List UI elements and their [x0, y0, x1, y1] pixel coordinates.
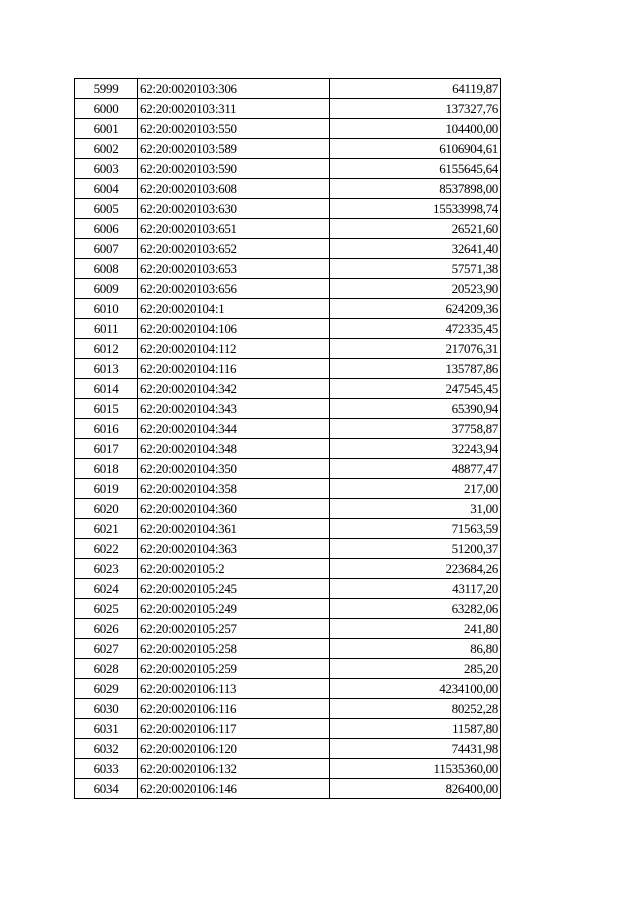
table-row — [75, 379, 501, 399]
row-number-cell: 6004 — [75, 179, 138, 199]
cadastral-number-cell: 62:20:0020106:146 — [138, 779, 330, 799]
value-cell: 15533998,74 — [330, 199, 501, 219]
cadastral-number-cell: 62:20:0020106:132 — [138, 759, 330, 779]
row-number-cell: 6026 — [75, 619, 138, 639]
row-number-cell: 6027 — [75, 639, 138, 659]
cadastral-number-cell: 62:20:0020103:608 — [138, 179, 330, 199]
cadastral-number-cell: 62:20:0020104:342 — [138, 379, 330, 399]
row-number-cell: 6001 — [75, 119, 138, 139]
cadastral-number-cell: 62:20:0020104:116 — [138, 359, 330, 379]
table-row — [75, 159, 501, 179]
row-number-cell: 6005 — [75, 199, 138, 219]
table-row — [75, 619, 501, 639]
cadastral-number-cell: 62:20:0020104:358 — [138, 479, 330, 499]
value-cell: 20523,90 — [330, 279, 501, 299]
row-number-cell: 6020 — [75, 499, 138, 519]
table-row — [75, 219, 501, 239]
table-row — [75, 699, 501, 719]
row-number-cell: 6031 — [75, 719, 138, 739]
value-cell: 65390,94 — [330, 399, 501, 419]
value-cell: 51200,37 — [330, 539, 501, 559]
value-cell: 137327,76 — [330, 99, 501, 119]
row-number-cell: 6012 — [75, 339, 138, 359]
value-cell: 4234100,00 — [330, 679, 501, 699]
value-cell: 57571,38 — [330, 259, 501, 279]
value-cell: 31,00 — [330, 499, 501, 519]
row-number-cell: 6010 — [75, 299, 138, 319]
table-row — [75, 79, 501, 99]
value-cell: 11587,80 — [330, 719, 501, 739]
cadastral-number-cell: 62:20:0020105:249 — [138, 599, 330, 619]
table-row — [75, 579, 501, 599]
table-row — [75, 759, 501, 779]
table-row — [75, 719, 501, 739]
row-number-cell: 6014 — [75, 379, 138, 399]
row-number-cell: 6028 — [75, 659, 138, 679]
row-number-cell: 6009 — [75, 279, 138, 299]
table-row — [75, 739, 501, 759]
cadastral-number-cell: 62:20:0020106:113 — [138, 679, 330, 699]
cadastral-number-cell: 62:20:0020103:653 — [138, 259, 330, 279]
cadastral-number-cell: 62:20:0020103:311 — [138, 99, 330, 119]
row-number-cell: 6023 — [75, 559, 138, 579]
table-row — [75, 259, 501, 279]
row-number-cell: 6008 — [75, 259, 138, 279]
value-cell: 63282,06 — [330, 599, 501, 619]
table-row — [75, 459, 501, 479]
row-number-cell: 6032 — [75, 739, 138, 759]
value-cell: 43117,20 — [330, 579, 501, 599]
value-cell: 71563,59 — [330, 519, 501, 539]
table-row — [75, 479, 501, 499]
table-row — [75, 439, 501, 459]
table-row — [75, 419, 501, 439]
table-row — [75, 99, 501, 119]
data-table — [74, 78, 501, 799]
value-cell: 217,00 — [330, 479, 501, 499]
table-row — [75, 659, 501, 679]
cadastral-number-cell: 62:20:0020104:350 — [138, 459, 330, 479]
row-number-cell: 6019 — [75, 479, 138, 499]
cadastral-number-cell: 62:20:0020105:245 — [138, 579, 330, 599]
table-row — [75, 539, 501, 559]
row-number-cell: 6002 — [75, 139, 138, 159]
table-row — [75, 299, 501, 319]
row-number-cell: 6006 — [75, 219, 138, 239]
table-row — [75, 519, 501, 539]
row-number-cell: 6029 — [75, 679, 138, 699]
value-cell: 472335,45 — [330, 319, 501, 339]
table-row — [75, 399, 501, 419]
value-cell: 6106904,61 — [330, 139, 501, 159]
value-cell: 48877,47 — [330, 459, 501, 479]
cadastral-number-cell: 62:20:0020106:117 — [138, 719, 330, 739]
table-body — [75, 79, 501, 799]
row-number-cell: 6024 — [75, 579, 138, 599]
value-cell: 64119,87 — [330, 79, 501, 99]
cadastral-number-cell: 62:20:0020104:361 — [138, 519, 330, 539]
value-cell: 135787,86 — [330, 359, 501, 379]
row-number-cell: 6021 — [75, 519, 138, 539]
cadastral-number-cell: 62:20:0020103:652 — [138, 239, 330, 259]
row-number-cell: 6000 — [75, 99, 138, 119]
table-row — [75, 319, 501, 339]
value-cell: 6155645,64 — [330, 159, 501, 179]
cadastral-number-cell: 62:20:0020103:589 — [138, 139, 330, 159]
row-number-cell: 6033 — [75, 759, 138, 779]
table-row — [75, 339, 501, 359]
value-cell: 11535360,00 — [330, 759, 501, 779]
table-row — [75, 639, 501, 659]
cadastral-number-cell: 62:20:0020103:550 — [138, 119, 330, 139]
row-number-cell: 6011 — [75, 319, 138, 339]
table-row — [75, 559, 501, 579]
table-row — [75, 499, 501, 519]
cadastral-number-cell: 62:20:0020104:112 — [138, 339, 330, 359]
value-cell: 223684,26 — [330, 559, 501, 579]
table-row — [75, 139, 501, 159]
value-cell: 285,20 — [330, 659, 501, 679]
table-row — [75, 199, 501, 219]
value-cell: 241,80 — [330, 619, 501, 639]
table-row — [75, 279, 501, 299]
value-cell: 37758,87 — [330, 419, 501, 439]
cadastral-number-cell: 62:20:0020105:257 — [138, 619, 330, 639]
cadastral-number-cell: 62:20:0020103:306 — [138, 79, 330, 99]
value-cell: 826400,00 — [330, 779, 501, 799]
cadastral-number-cell: 62:20:0020104:348 — [138, 439, 330, 459]
cadastral-number-cell: 62:20:0020105:258 — [138, 639, 330, 659]
row-number-cell: 6018 — [75, 459, 138, 479]
value-cell: 104400,00 — [330, 119, 501, 139]
row-number-cell: 5999 — [75, 79, 138, 99]
cadastral-number-cell: 62:20:0020104:106 — [138, 319, 330, 339]
table-row — [75, 679, 501, 699]
row-number-cell: 6022 — [75, 539, 138, 559]
row-number-cell: 6015 — [75, 399, 138, 419]
table-row — [75, 779, 501, 799]
table-row — [75, 179, 501, 199]
cadastral-number-cell: 62:20:0020106:120 — [138, 739, 330, 759]
table-row — [75, 599, 501, 619]
row-number-cell: 6016 — [75, 419, 138, 439]
row-number-cell: 6025 — [75, 599, 138, 619]
cadastral-number-cell: 62:20:0020104:360 — [138, 499, 330, 519]
value-cell: 86,80 — [330, 639, 501, 659]
cadastral-number-cell: 62:20:0020103:656 — [138, 279, 330, 299]
row-number-cell: 6007 — [75, 239, 138, 259]
value-cell: 26521,60 — [330, 219, 501, 239]
row-number-cell: 6034 — [75, 779, 138, 799]
value-cell: 80252,28 — [330, 699, 501, 719]
value-cell: 8537898,00 — [330, 179, 501, 199]
table-row — [75, 119, 501, 139]
value-cell: 74431,98 — [330, 739, 501, 759]
row-number-cell: 6017 — [75, 439, 138, 459]
cadastral-number-cell: 62:20:0020106:116 — [138, 699, 330, 719]
value-cell: 217076,31 — [330, 339, 501, 359]
cadastral-number-cell: 62:20:0020105:2 — [138, 559, 330, 579]
value-cell: 32641,40 — [330, 239, 501, 259]
cadastral-number-cell: 62:20:0020105:259 — [138, 659, 330, 679]
row-number-cell: 6013 — [75, 359, 138, 379]
value-cell: 247545,45 — [330, 379, 501, 399]
cadastral-number-cell: 62:20:0020103:590 — [138, 159, 330, 179]
value-cell: 32243,94 — [330, 439, 501, 459]
table-row — [75, 239, 501, 259]
cadastral-number-cell: 62:20:0020104:343 — [138, 399, 330, 419]
cadastral-number-cell: 62:20:0020104:344 — [138, 419, 330, 439]
value-cell: 624209,36 — [330, 299, 501, 319]
cadastral-number-cell: 62:20:0020103:630 — [138, 199, 330, 219]
cadastral-number-cell: 62:20:0020103:651 — [138, 219, 330, 239]
row-number-cell: 6003 — [75, 159, 138, 179]
row-number-cell: 6030 — [75, 699, 138, 719]
cadastral-number-cell: 62:20:0020104:1 — [138, 299, 330, 319]
cadastral-number-cell: 62:20:0020104:363 — [138, 539, 330, 559]
table-row — [75, 359, 501, 379]
